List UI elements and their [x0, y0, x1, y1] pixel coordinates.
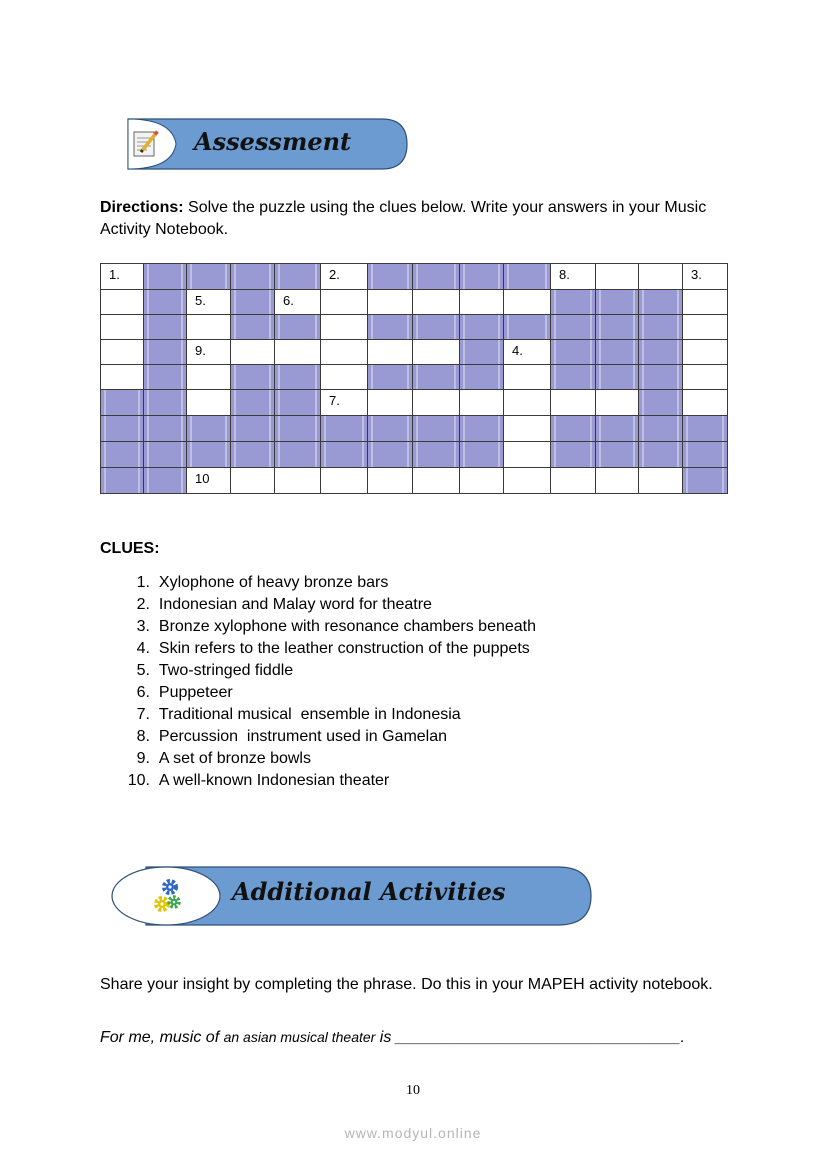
phrase-topic: an asian musical theater [223, 1029, 376, 1045]
crossword-clue-number: 9. [195, 343, 206, 358]
clue-text: Two-stringed fiddle [158, 662, 294, 679]
crossword-cell-shaded [275, 264, 321, 290]
crossword-cell[interactable] [101, 365, 144, 390]
clue-text: A set of bronze bowls [158, 750, 311, 767]
crossword-cell[interactable] [321, 315, 368, 340]
crossword-cell-shaded [596, 416, 639, 442]
crossword-cell-shaded [187, 442, 231, 468]
crossword-cell-shaded [187, 416, 231, 442]
crossword-cell[interactable] [187, 365, 231, 390]
crossword-cell[interactable] [639, 468, 683, 494]
page-number: 10 [406, 1083, 420, 1098]
clue-text: Bronze xylophone with resonance chambers beneath [158, 618, 537, 635]
crossword-cell-shaded [596, 315, 639, 340]
crossword-cell[interactable] [321, 390, 368, 416]
crossword-cell[interactable] [504, 365, 551, 390]
crossword-cell[interactable] [101, 340, 144, 365]
crossword-cell[interactable] [504, 390, 551, 416]
crossword-cell-shaded [413, 315, 460, 340]
crossword-row [101, 264, 728, 290]
crossword-cell-shaded [551, 416, 596, 442]
crossword-cell-shaded [368, 365, 413, 390]
crossword-cell[interactable] [460, 290, 504, 315]
crossword-row [101, 390, 728, 416]
crossword-cell-shaded [551, 340, 596, 365]
crossword-cell-shaded [144, 315, 187, 340]
crossword-cell-shaded [144, 340, 187, 365]
crossword-cell-shaded [413, 264, 460, 290]
crossword-cell-shaded [639, 390, 683, 416]
crossword-cell-shaded [596, 365, 639, 390]
crossword-cell[interactable] [596, 390, 639, 416]
crossword-cell-shaded [683, 416, 728, 442]
crossword-cell-shaded [413, 442, 460, 468]
crossword-cell[interactable] [504, 468, 551, 494]
crossword-cell[interactable] [187, 468, 231, 494]
clue-text: Skin refers to the leather construction of the puppets [158, 640, 530, 657]
crossword-cell[interactable] [683, 365, 728, 390]
crossword-cell-shaded [551, 315, 596, 340]
clue-item [122, 616, 536, 638]
crossword-cell-shaded [639, 365, 683, 390]
crossword-cell-shaded [368, 416, 413, 442]
crossword-cell-shaded [144, 390, 187, 416]
clues-title: CLUES: [100, 540, 160, 557]
crossword-cell[interactable] [639, 264, 683, 290]
crossword-cell-shaded [368, 264, 413, 290]
crossword-cell-shaded [639, 340, 683, 365]
crossword-cell[interactable] [368, 390, 413, 416]
crossword-cell[interactable] [275, 468, 321, 494]
clue-item [122, 704, 536, 726]
clue-number: 5. [136, 662, 150, 679]
crossword-cell[interactable] [683, 315, 728, 340]
crossword-cell-shaded [460, 416, 504, 442]
crossword-cell[interactable] [231, 340, 275, 365]
assessment-banner [114, 116, 410, 172]
clues-list [122, 572, 536, 792]
crossword-cell-shaded [639, 442, 683, 468]
crossword-cell[interactable] [275, 340, 321, 365]
crossword-row [101, 315, 728, 340]
crossword-cell-shaded [639, 416, 683, 442]
gears-icon [154, 877, 184, 915]
clue-item [122, 770, 536, 792]
clue-item [122, 660, 536, 682]
crossword-cell-shaded [551, 442, 596, 468]
clue-number: 10. [127, 772, 150, 789]
crossword-cell-shaded [231, 416, 275, 442]
crossword-cell-shaded [275, 315, 321, 340]
clue-number: 6. [136, 684, 150, 701]
crossword-row [101, 442, 728, 468]
crossword-cell-shaded [275, 442, 321, 468]
crossword-cell[interactable] [368, 468, 413, 494]
completion-phrase [100, 1029, 685, 1047]
crossword-cell[interactable] [683, 290, 728, 315]
crossword-cell[interactable] [187, 340, 231, 365]
crossword-clue-number: 10 [195, 471, 210, 486]
crossword-cell-shaded [231, 264, 275, 290]
clue-number: 7. [136, 706, 150, 723]
crossword-cell[interactable] [504, 416, 551, 442]
crossword-cell[interactable] [101, 290, 144, 315]
crossword-grid [100, 263, 728, 494]
crossword-cell[interactable] [413, 340, 460, 365]
crossword-cell[interactable] [460, 390, 504, 416]
crossword-cell-shaded [144, 290, 187, 315]
crossword-cell[interactable] [321, 264, 368, 290]
crossword-cell-shaded [460, 315, 504, 340]
crossword-cell-shaded [683, 442, 728, 468]
crossword-clue-number: 3. [691, 267, 702, 282]
crossword-cell-shaded [413, 365, 460, 390]
crossword-cell[interactable] [413, 290, 460, 315]
clue-item [122, 748, 536, 770]
crossword-cell[interactable] [551, 264, 596, 290]
crossword-cell-shaded [460, 442, 504, 468]
directions [100, 197, 740, 241]
crossword-cell-shaded [368, 442, 413, 468]
crossword-cell-shaded [144, 264, 187, 290]
crossword-cell-shaded [144, 365, 187, 390]
crossword-row [101, 468, 728, 494]
crossword-cell-shaded [144, 468, 187, 494]
additional-activities-title: Additional Activities [232, 877, 506, 906]
crossword-cell[interactable] [551, 468, 596, 494]
crossword-cell[interactable] [187, 290, 231, 315]
crossword-cell-shaded [413, 416, 460, 442]
crossword-cell[interactable] [596, 468, 639, 494]
crossword-cell-shaded [101, 416, 144, 442]
phrase-start: For me, music of [100, 1029, 224, 1046]
crossword-cell-shaded [321, 442, 368, 468]
crossword-cell-shaded [275, 390, 321, 416]
crossword-cell[interactable] [187, 390, 231, 416]
assessment-title: Assessment [194, 127, 352, 156]
phrase-blank: is ________________________________. [375, 1029, 685, 1046]
crossword-cell[interactable] [551, 390, 596, 416]
crossword-cell-shaded [231, 365, 275, 390]
crossword-cell-shaded [504, 264, 551, 290]
insight-instructions: Share your insight by completing the phrase. Do this in your MAPEH activity notebook. [100, 976, 713, 993]
crossword-cell-shaded [101, 390, 144, 416]
crossword-cell[interactable] [321, 290, 368, 315]
crossword-clue-number: 8. [559, 267, 570, 282]
crossword-cell-shaded [275, 365, 321, 390]
clue-text: Xylophone of heavy bronze bars [158, 574, 389, 591]
crossword-cell-shaded [144, 416, 187, 442]
crossword-row [101, 365, 728, 390]
crossword-clue-number: 6. [283, 293, 294, 308]
crossword-cell-shaded [596, 340, 639, 365]
crossword-cell-shaded [231, 315, 275, 340]
crossword-cell[interactable] [413, 468, 460, 494]
crossword-cell[interactable] [101, 264, 144, 290]
crossword-cell-shaded [231, 390, 275, 416]
crossword-cell-shaded [187, 264, 231, 290]
crossword-cell-shaded [551, 290, 596, 315]
clue-text: Puppeteer [158, 684, 233, 701]
crossword-clue-number: 5. [195, 293, 206, 308]
crossword-cell-shaded [101, 468, 144, 494]
crossword-cell[interactable] [504, 290, 551, 315]
crossword-cell-shaded [639, 290, 683, 315]
crossword-cell-shaded [231, 442, 275, 468]
crossword-cell-shaded [460, 264, 504, 290]
crossword-cell-shaded [683, 468, 728, 494]
clue-item [122, 682, 536, 704]
crossword-cell[interactable] [368, 290, 413, 315]
crossword-row [101, 290, 728, 315]
crossword-cell-shaded [231, 290, 275, 315]
clue-number: 1. [136, 574, 150, 591]
clue-item [122, 638, 536, 660]
crossword-cell-shaded [460, 365, 504, 390]
crossword-cell[interactable] [683, 264, 728, 290]
crossword-cell[interactable] [231, 468, 275, 494]
directions-label: Directions: [100, 199, 184, 216]
crossword-cell-shaded [368, 315, 413, 340]
crossword-cell-shaded [460, 340, 504, 365]
crossword-clue-number: 7. [329, 393, 340, 408]
crossword-cell[interactable] [460, 468, 504, 494]
crossword-cell[interactable] [275, 290, 321, 315]
crossword-cell[interactable] [101, 315, 144, 340]
watermark: www.modyul.online [344, 1125, 482, 1141]
crossword-cell-shaded [504, 315, 551, 340]
crossword-clue-number: 1. [109, 267, 120, 282]
additional-activities-banner [110, 864, 594, 928]
clue-number: 9. [136, 750, 150, 767]
crossword-cell-shaded [144, 442, 187, 468]
crossword-row [101, 416, 728, 442]
crossword-clue-number: 4. [512, 343, 523, 358]
crossword-cell[interactable] [187, 315, 231, 340]
crossword-row [101, 340, 728, 365]
crossword-cell[interactable] [368, 340, 413, 365]
crossword-cell[interactable] [683, 390, 728, 416]
crossword-cell[interactable] [413, 390, 460, 416]
crossword-cell-shaded [551, 365, 596, 390]
crossword-cell-shaded [639, 315, 683, 340]
clue-item [122, 572, 536, 594]
crossword-cell-shaded [321, 416, 368, 442]
clue-number: 8. [136, 728, 150, 745]
crossword-cell-shaded [596, 290, 639, 315]
crossword-cell[interactable] [596, 264, 639, 290]
clue-number: 3. [136, 618, 150, 635]
clue-item [122, 726, 536, 748]
crossword-cell[interactable] [321, 468, 368, 494]
crossword-cell[interactable] [504, 340, 551, 365]
crossword-cell[interactable] [683, 340, 728, 365]
clue-number: 2. [136, 596, 150, 613]
clue-text: A well-known Indonesian theater [158, 772, 390, 789]
notepad-pencil-icon [131, 128, 161, 158]
crossword-cell[interactable] [321, 340, 368, 365]
crossword-cell-shaded [101, 442, 144, 468]
clue-number: 4. [136, 640, 150, 657]
clue-text: Indonesian and Malay word for theatre [158, 596, 432, 613]
clue-text: Percussion instrument used in Gamelan [158, 728, 448, 745]
crossword-clue-number: 2. [329, 267, 340, 282]
crossword-cell-shaded [596, 442, 639, 468]
crossword-cell-shaded [275, 416, 321, 442]
crossword-cell[interactable] [321, 365, 368, 390]
directions-text: Solve the puzzle using the clues below. Write your answers in your Music Activity Notebook. [100, 199, 707, 238]
clue-text: Traditional musical ensemble in Indonesia [158, 706, 461, 723]
clue-item [122, 594, 536, 616]
crossword-cell[interactable] [504, 442, 551, 468]
